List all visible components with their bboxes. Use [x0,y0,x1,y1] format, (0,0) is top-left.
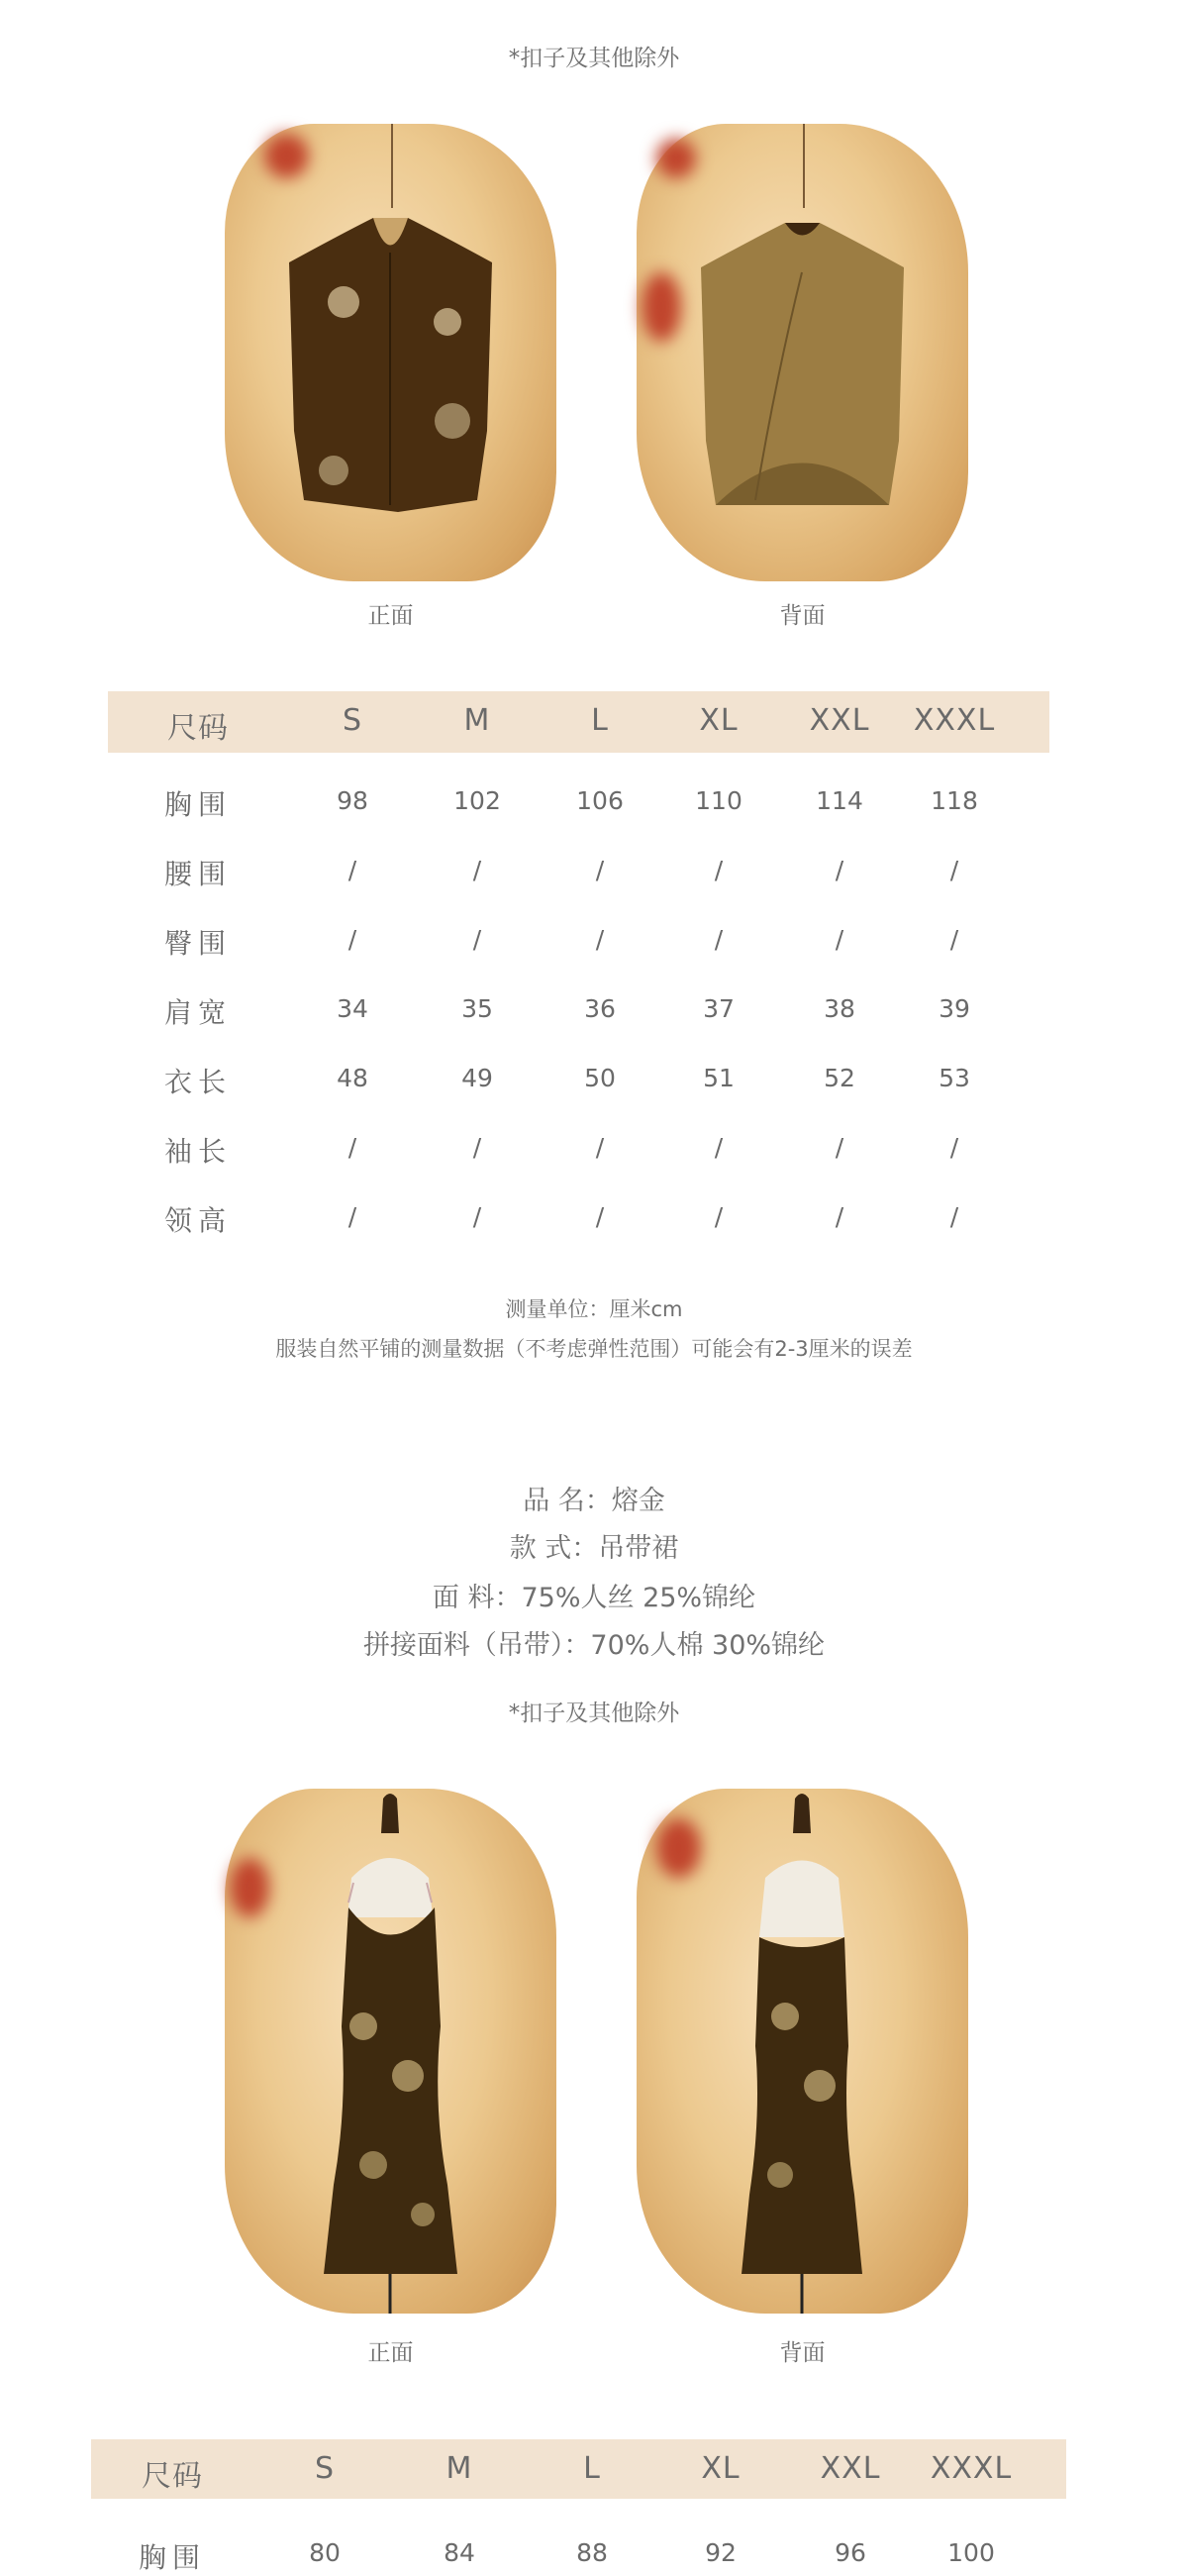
header-size-m-2: M [446,2451,473,2486]
measurement-error-note: 服装自然平铺的测量数据（不考虑弹性范围）可能会有2-3厘米的误差 [275,1337,913,1361]
table-cell: 96 [835,2538,866,2567]
size-chart-dress [91,2439,1066,2574]
table-cell: / [949,856,959,884]
vest-front-photo [225,124,556,581]
table-cell: 100 [947,2538,995,2567]
table-cell: 39 [939,994,970,1023]
header-size-label-2: 尺码 [142,2459,203,2494]
table-cell: / [347,925,357,954]
front-caption: 正面 [367,603,414,629]
table-cell: 50 [584,1064,616,1092]
table-cell: / [835,1202,844,1231]
table-cell: 114 [816,786,863,815]
table-cell: 88 [576,2538,608,2567]
back-caption: 背面 [779,603,826,629]
table-cell: / [595,856,605,884]
table-cell: / [949,1133,959,1162]
table-cell: 102 [453,786,501,815]
table-cell: / [949,1202,959,1231]
dress-front-illustration [225,1789,556,2314]
table-cell: 84 [444,2538,475,2567]
dress-back-photo [637,1789,968,2314]
row-label-shoulder: 肩宽 [163,996,233,1029]
header-size-xl-2: XL [701,2451,741,2486]
table-cell: 106 [576,786,624,815]
row-label-chest: 胸围 [163,788,233,821]
product-strap-fabric: 拼接面料（吊带）：70%人棉 30%锦纶 [362,1630,826,1661]
exclusion-note-2: *扣子及其他除外 [508,1700,680,1726]
row-label-length: 衣长 [163,1066,233,1098]
table-cell: / [347,856,357,884]
table-cell: / [595,1202,605,1231]
header-size-s-2: S [314,2451,336,2486]
table-cell: / [347,1202,357,1231]
product-name: 品 名：熔金 [523,1486,665,1516]
header-size-label: 尺码 [167,711,229,746]
header-size-s: S [342,703,363,738]
table-cell: / [714,1133,724,1162]
header-size-xxxl: XXXL [913,703,996,738]
header-size-l-2: L [583,2451,601,2486]
table-cell: 51 [703,1064,735,1092]
table-cell: 36 [584,994,616,1023]
row-label-collar: 领高 [163,1204,233,1237]
product-fabric: 面 料：75%人丝 25%锦纶 [432,1583,756,1613]
table-cell: 37 [703,994,735,1023]
table-cell: 110 [695,786,742,815]
table-cell: / [472,1133,482,1162]
front-caption-2: 正面 [367,2340,414,2366]
size-chart-vest [108,691,1049,1246]
dress-back-illustration [637,1789,968,2314]
table-cell: 52 [824,1064,855,1092]
row-label-chest-2: 胸围 [138,2541,207,2574]
row-label-waist: 腰围 [163,858,233,890]
table-cell: 118 [931,786,978,815]
table-cell: / [835,925,844,954]
row-label-hip: 臀围 [163,927,233,960]
table-cell: 92 [705,2538,737,2567]
header-size-xxl-2: XXL [820,2451,881,2486]
table-cell: / [472,925,482,954]
table-cell: 38 [824,994,855,1023]
header-size-xxl: XXL [809,703,870,738]
header-size-m: M [463,703,491,738]
row-label-sleeve: 袖长 [163,1135,233,1168]
table-cell: 53 [939,1064,970,1092]
table-cell: / [714,856,724,884]
table-cell: / [472,856,482,884]
vest-front-illustration [225,124,556,581]
measurement-unit-note: 测量单位：厘米cm [505,1297,683,1321]
table-cell: / [835,856,844,884]
table-cell: / [595,1133,605,1162]
table-cell: 49 [461,1064,493,1092]
table-cell: 80 [309,2538,341,2567]
header-size-l: L [591,703,609,738]
table-cell: 34 [337,994,368,1023]
table-cell: 35 [461,994,493,1023]
size-chart-header [108,691,1049,753]
dress-front-photo [225,1789,556,2314]
table-cell: / [714,1202,724,1231]
vest-back-illustration [637,124,968,581]
size-chart-header-2 [91,2439,1066,2499]
exclusion-note: *扣子及其他除外 [508,46,680,71]
table-cell: / [347,1133,357,1162]
header-size-xxxl-2: XXXL [930,2451,1013,2486]
table-cell: / [472,1202,482,1231]
vest-back-photo [637,124,968,581]
product-style: 款 式：吊带裙 [509,1533,679,1564]
table-cell: 98 [337,786,368,815]
table-cell: / [595,925,605,954]
table-cell: 48 [337,1064,368,1092]
table-cell: / [835,1133,844,1162]
table-cell: / [949,925,959,954]
back-caption-2: 背面 [779,2340,826,2366]
table-cell: / [714,925,724,954]
header-size-xl: XL [699,703,739,738]
